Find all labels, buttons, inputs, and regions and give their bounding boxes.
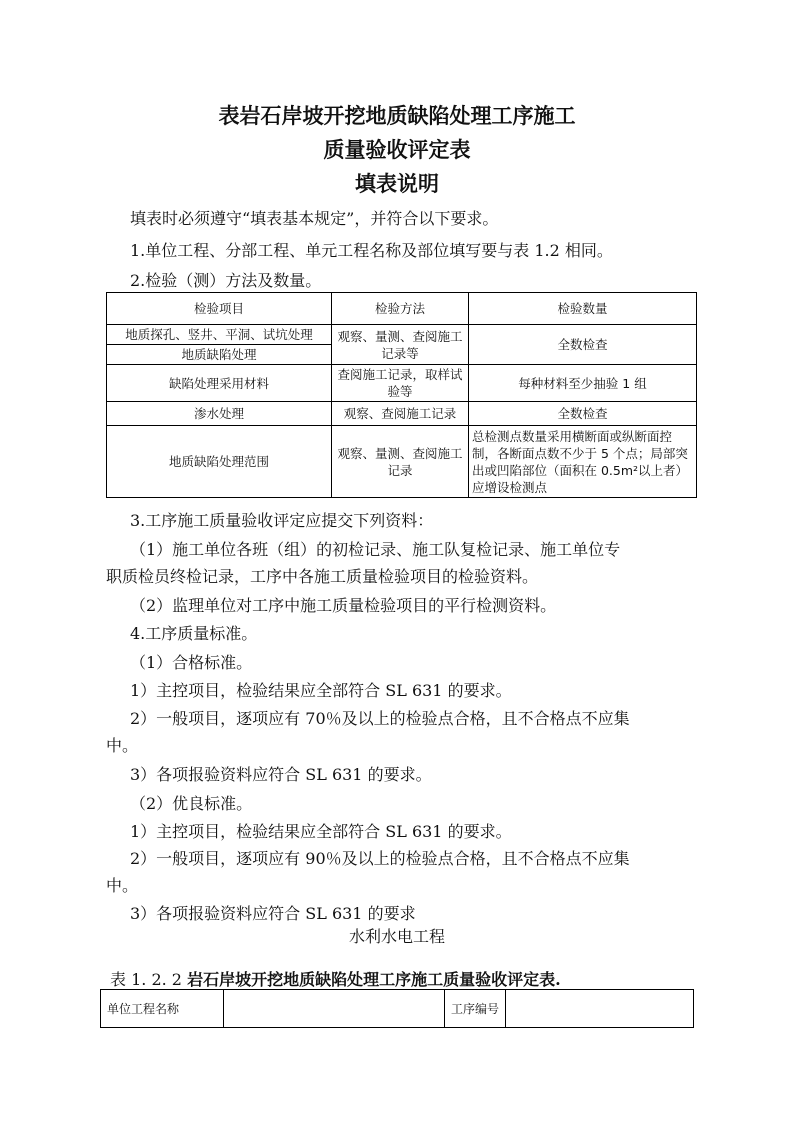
row1-item2: 地质缺陷处理 bbox=[107, 345, 332, 365]
item-3-1b: 职质检员终检记录，工序中各施工质量检验项目的检验资料。 bbox=[106, 567, 539, 586]
doc-title-line3: 填表说明 bbox=[355, 171, 439, 196]
inspection-table bbox=[106, 292, 697, 498]
table-row bbox=[107, 325, 697, 345]
excellent-p1: 1）主控项目，检验结果应全部符合 SL 631 的要求。 bbox=[130, 822, 512, 841]
doc-title-line2: 质量验收评定表 bbox=[323, 137, 471, 162]
row3-quantity: 全数检查 bbox=[469, 402, 697, 426]
qualified-heading: （1）合格标准。 bbox=[130, 653, 253, 672]
table-row bbox=[107, 426, 697, 498]
table-row bbox=[107, 365, 697, 402]
excellent-heading: （2）优良标准。 bbox=[130, 794, 253, 813]
header-method: 检验方法 bbox=[332, 293, 469, 325]
item-3: 3.工序施工质量验收评定应提交下列资料： bbox=[130, 511, 434, 530]
qualified-p2b: 中。 bbox=[106, 736, 139, 755]
row1-item: 地质探孔、竖井、平洞、试坑处理 bbox=[107, 325, 332, 345]
doc-title-line1: 表岩石岸坡开挖地质缺陷处理工序施工 bbox=[218, 103, 576, 128]
table2-caption-title: 岩石岸坡开挖地质缺陷处理工序施工质量验收评定表. bbox=[187, 970, 561, 989]
header-quantity: 检验数量 bbox=[469, 293, 697, 325]
row4-method: 观察、量测、查阅施工记录 bbox=[332, 426, 469, 498]
header-item: 检验项目 bbox=[107, 293, 332, 325]
qualified-p2a: 2）一般项目，逐项应有 70％及以上的检验点合格，且不合格点不应集 bbox=[130, 709, 630, 728]
row4-item: 地质缺陷处理范围 bbox=[107, 426, 332, 498]
item-3-2: （2）监理单位对工序中施工质量检验项目的平行检测资料。 bbox=[130, 596, 557, 615]
table-row bbox=[101, 990, 694, 1028]
process-number-value[interactable] bbox=[506, 990, 694, 1028]
row1-quantity: 全数检查 bbox=[469, 325, 697, 365]
row2-method: 查阅施工记录，取样试验等 bbox=[332, 365, 469, 402]
qualified-p3: 3）各项报验资料应符合 SL 631 的要求。 bbox=[130, 765, 432, 784]
qualified-p1: 1）主控项目，检验结果应全部符合 SL 631 的要求。 bbox=[130, 681, 512, 700]
row2-quantity: 每种材料至少抽验 1 组 bbox=[469, 365, 697, 402]
footer-label: 水利水电工程 bbox=[348, 927, 445, 946]
table-row bbox=[107, 402, 697, 426]
intro-text: 填表时必须遵守“填表基本规定”，并符合以下要求。 bbox=[130, 209, 499, 228]
row3-method: 观察、查阅施工记录 bbox=[332, 402, 469, 426]
item-1: 1.单位工程、分部工程、单元工程名称及部位填写要与表 1.2 相同。 bbox=[130, 241, 613, 260]
unit-info-table bbox=[100, 989, 694, 1028]
unit-name-label: 单位工程名称 bbox=[101, 990, 224, 1028]
excellent-p2a: 2）一般项目，逐项应有 90％及以上的检验点合格，且不合格点不应集 bbox=[130, 849, 630, 868]
excellent-p3: 3）各项报验资料应符合 SL 631 的要求 bbox=[130, 904, 416, 923]
item-4: 4.工序质量标准。 bbox=[130, 624, 258, 643]
row4-quantity: 总检测点数量采用横断面或纵断面控制，各断面点数不少于 5 个点；局部突出或凹陷部位（面积在 0.5m²以上者）应增设检测点 bbox=[469, 426, 697, 498]
unit-name-value[interactable] bbox=[224, 990, 445, 1028]
process-number-label: 工序编号 bbox=[445, 990, 506, 1028]
row3-item: 渗水处理 bbox=[107, 402, 332, 426]
row1-method: 观察、量测、查阅施工记录等 bbox=[332, 325, 469, 365]
table-header-row bbox=[107, 293, 697, 325]
excellent-p2b: 中。 bbox=[106, 876, 139, 895]
table2-caption bbox=[110, 967, 561, 990]
item-2: 2.检验（测）方法及数量。 bbox=[130, 271, 322, 290]
row2-item: 缺陷处理采用材料 bbox=[107, 365, 332, 402]
table2-caption-prefix: 表 1. 2. 2 bbox=[110, 970, 188, 989]
item-3-1a: （1）施工单位各班（组）的初检记录、施工队复检记录、施工单位专 bbox=[130, 540, 621, 559]
